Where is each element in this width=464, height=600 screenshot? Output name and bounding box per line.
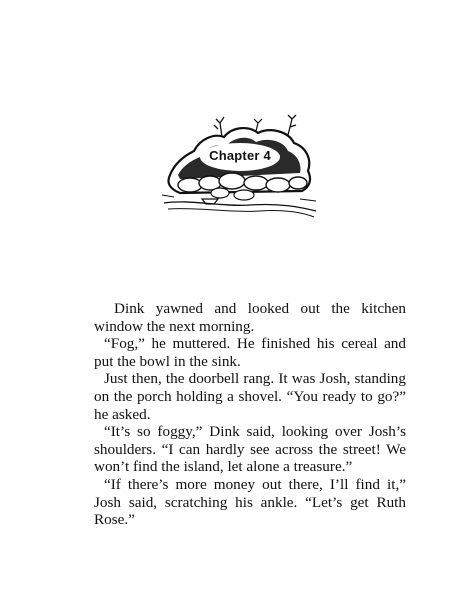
paragraph: “If there’s more money out there, I’ll find it,” Josh said, scratching his ankle. “Let’s get Ruth Rose.” <box>94 475 406 529</box>
paragraph: “Fog,” he muttered. He finished his cereal and put the bowl in the sink. <box>94 335 406 370</box>
paragraph: Dink yawned and looked out the kitchen window the next morning. <box>94 300 406 335</box>
island-illustration <box>160 113 318 223</box>
paragraph: “It’s so foggy,” Dink said, looking over Josh’s shoulders. “I can hardly see across the street! We won’t find the island, let alone a treasure.” <box>94 423 406 476</box>
chapter-heading: Chapter 4 <box>209 148 271 163</box>
chapter-body <box>94 300 406 529</box>
paragraph: Just then, the doorbell rang. It was Josh, standing on the porch holding a shovel. “You ready to go?” he asked. <box>94 370 406 423</box>
